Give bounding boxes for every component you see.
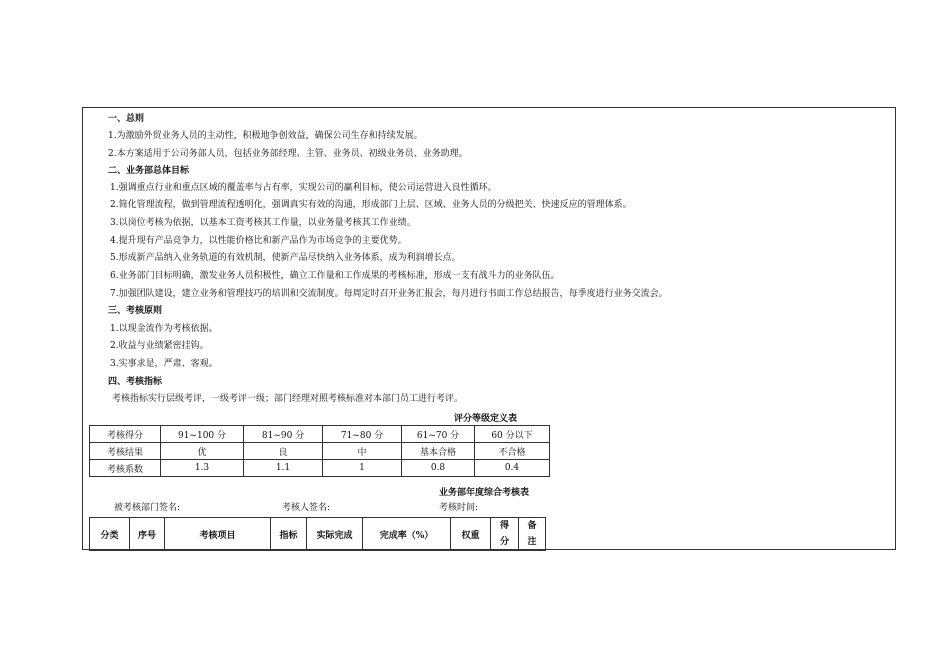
annual-table — [89, 517, 546, 551]
header-rate: 完成率（%） — [363, 518, 451, 551]
header-note-top: 备 — [527, 521, 537, 531]
section-2-item-3: 3.以岗位考核为依据，以基本工资考核其工作量，以业务量考核其工作业绩。 — [110, 218, 416, 228]
grade-cell: 1.3 — [161, 460, 244, 477]
grade-cell: 考核结果 — [90, 443, 161, 460]
section-2-item-4: 4.提升现有产品竞争力，以性能价格比和新产品作为市场竞争的主要优势。 — [110, 236, 407, 246]
header-item: 考核项目 — [165, 518, 271, 551]
grade-cell: 考核系数 — [90, 460, 161, 477]
section-2-item-5: 5.形成新产品纳入业务轨道的有效机制，使新产品尽快纳入业务体系，成为利润增长点。 — [110, 253, 461, 263]
section-3-item-2: 2.收益与业绩紧密挂钩。 — [110, 341, 209, 351]
annual-table-caption: 业务部年度综合考核表 — [439, 488, 530, 498]
header-score-bottom: 分 — [499, 537, 509, 547]
grade-cell: 91~100 分 — [161, 426, 244, 443]
header-indicator: 指标 — [271, 518, 307, 551]
grade-cell: 61~70 分 — [402, 426, 475, 443]
section-1-item-1: 1.为激励外贸业务人员的主动性，积极地争创效益，确保公司生存和持续发展。 — [108, 131, 423, 141]
grade-cell: 1 — [323, 460, 402, 477]
header-index: 序号 — [130, 518, 165, 551]
header-note-bottom: 注 — [527, 537, 537, 547]
grade-cell: 1.1 — [244, 460, 323, 477]
header-category: 分类 — [90, 518, 130, 551]
section-2-item-6: 6.业务部门目标明确，激发业务人员积极性，确立工作量和工作成果的考核标准，形成一支有战斗力的业务队伍。 — [110, 271, 560, 281]
section-2-item-7: 7.加强团队建设，建立业务和管理技巧的培训和交流制度。每周定时召开业务汇报会，每月进行书面工作总结报告，每季度进行业务交流会。 — [110, 289, 668, 299]
header-score-top: 得 — [499, 521, 509, 531]
grade-cell: 81~90 分 — [244, 426, 323, 443]
section-2-item-2: 2.简化管理流程，做到管理流程透明化，强调真实有效的沟通，形成部门上层、区域、业务人员的分级把关、快速反应的管理体系。 — [110, 200, 632, 210]
section-4-title: 四、考核指标 — [108, 377, 163, 387]
header-weight: 权重 — [451, 518, 491, 551]
grade-cell: 基本合格 — [402, 443, 475, 460]
annual-header-row — [90, 518, 546, 551]
section-3-item-3: 3.实事求是，严肃、客观。 — [110, 359, 218, 369]
header-note — [519, 518, 546, 551]
sign-person-label: 考核人签名: — [282, 503, 331, 513]
grade-cell: 0.4 — [475, 460, 550, 477]
section-3-item-1: 1.以现金流作为考核依据。 — [110, 324, 218, 334]
grade-row-result — [90, 443, 550, 460]
grade-row-score — [90, 426, 550, 443]
grade-cell: 不合格 — [475, 443, 550, 460]
grade-table-caption: 评分等级定义表 — [454, 414, 518, 424]
grade-cell: 中 — [323, 443, 402, 460]
section-1-title: 一、总则 — [108, 114, 145, 124]
grade-cell: 71~80 分 — [323, 426, 402, 443]
header-actual: 实际完成 — [307, 518, 363, 551]
grade-cell: 考核得分 — [90, 426, 161, 443]
grade-cell: 60 分以下 — [475, 426, 550, 443]
grade-row-coefficient — [90, 460, 550, 477]
grade-cell: 0.8 — [402, 460, 475, 477]
grade-cell: 良 — [244, 443, 323, 460]
sign-dept-label: 被考核部门签名: — [114, 503, 181, 513]
grade-table — [89, 425, 550, 477]
header-score — [491, 518, 519, 551]
section-3-title: 三、考核原则 — [108, 306, 163, 316]
section-1-item-2: 2.本方案适用于公司务部人员，包括业务部经理、主管、业务员、初级业务员、业务助理。 — [108, 149, 468, 159]
grade-cell: 优 — [161, 443, 244, 460]
section-2-item-1: 1.强调重点行业和重点区域的覆盖率与占有率，实现公司的赢利目标，使公司运营进入良性循环。 — [110, 183, 497, 193]
section-2-title: 二、业务部总体目标 — [108, 166, 190, 176]
section-4-intro: 考核指标实行层级考评，一级考评一级；部门经理对照考核标准对本部门员工进行考评。 — [112, 394, 464, 404]
sign-time-label: 考核时间: — [439, 503, 479, 513]
